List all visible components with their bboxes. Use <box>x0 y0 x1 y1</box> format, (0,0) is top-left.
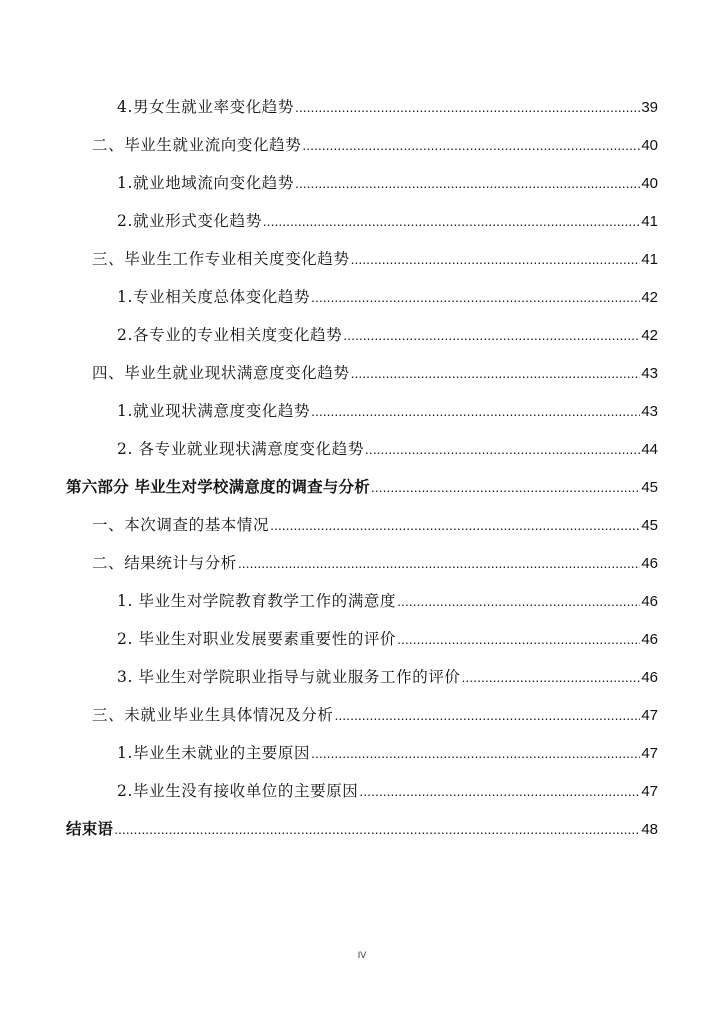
toc-entry-title: 四、毕业生就业现状满意度变化趋势 <box>92 364 350 382</box>
toc-entry-title: 2. 毕业生对职业发展要素重要性的评价 <box>117 630 397 648</box>
toc-dot-leader <box>462 664 641 690</box>
toc-entry-page: 47 <box>641 783 658 800</box>
toc-entry[interactable] <box>92 246 658 272</box>
toc-dot-leader <box>270 512 640 538</box>
toc-entry-part[interactable] <box>66 816 658 842</box>
toc-dot-leader <box>351 360 641 386</box>
toc-entry[interactable] <box>117 778 658 804</box>
toc-entry-title: 1.就业地域流向变化趋势 <box>117 174 294 192</box>
toc-dot-leader <box>295 94 640 120</box>
toc-entry-page: 41 <box>641 213 658 230</box>
toc-entry-title: 一、本次调查的基本情况 <box>92 516 270 534</box>
toc-dot-leader <box>311 740 640 766</box>
toc-entry-page: 48 <box>641 821 658 838</box>
toc-dot-leader <box>238 550 640 576</box>
toc-entry-page: 46 <box>641 555 658 572</box>
toc-entry-title: 1.就业现状满意度变化趋势 <box>117 402 311 420</box>
toc-dot-leader <box>351 246 641 272</box>
toc-entry[interactable] <box>92 360 658 386</box>
toc-entry[interactable] <box>117 208 658 234</box>
toc-entry[interactable] <box>92 132 658 158</box>
toc-entry-title: 2.就业形式变化趋势 <box>117 212 262 230</box>
toc-entry[interactable] <box>117 436 658 462</box>
toc-entry[interactable] <box>117 626 658 652</box>
toc-entry-title: 结束语 <box>66 820 114 838</box>
toc-entry[interactable] <box>117 94 658 120</box>
toc-entry[interactable] <box>117 398 658 424</box>
toc-entry-title: 三、未就业毕业生具体情况及分析 <box>92 706 334 724</box>
toc-entry-page: 42 <box>641 327 658 344</box>
toc-entry-title: 2.各专业的专业相关度变化趋势 <box>117 326 343 344</box>
toc-entry-title: 二、结果统计与分析 <box>92 554 237 572</box>
toc-dot-leader <box>397 626 640 652</box>
toc-entry[interactable] <box>117 664 658 690</box>
toc-entry-page: 43 <box>641 365 658 382</box>
toc-dot-leader <box>335 702 641 728</box>
toc-entry[interactable] <box>117 588 658 614</box>
toc-entry-page: 47 <box>641 745 658 762</box>
toc-entry[interactable] <box>92 702 658 728</box>
toc-dot-leader <box>295 170 640 196</box>
toc-entry-title: 4.男女生就业率变化趋势 <box>117 98 294 116</box>
toc-entry-page: 40 <box>641 175 658 192</box>
toc-dot-leader <box>114 816 640 842</box>
toc-entry[interactable] <box>117 740 658 766</box>
toc-entry[interactable] <box>92 550 658 576</box>
toc-entry-page: 46 <box>641 631 658 648</box>
toc-entry[interactable] <box>117 322 658 348</box>
toc-dot-leader <box>302 132 640 158</box>
toc-entry-page: 46 <box>641 669 658 686</box>
toc-entry-part[interactable] <box>66 474 658 500</box>
toc-dot-leader <box>359 778 640 804</box>
toc-entry-title: 1.毕业生未就业的主要原因 <box>117 744 311 762</box>
toc-entry-page: 47 <box>641 707 658 724</box>
toc-entry[interactable] <box>117 284 658 310</box>
toc-entry-title: 2.毕业生没有接收单位的主要原因 <box>117 782 359 800</box>
toc-dot-leader <box>397 588 640 614</box>
toc-entry-page: 45 <box>641 479 658 496</box>
toc-entry-page: 43 <box>641 403 658 420</box>
toc-dot-leader <box>311 398 640 424</box>
toc-entry-page: 45 <box>641 517 658 534</box>
toc-dot-leader <box>343 322 640 348</box>
page-number: IV <box>357 950 367 960</box>
toc-dot-leader <box>371 474 640 500</box>
toc-entry-title: 二、毕业生就业流向变化趋势 <box>92 136 302 154</box>
toc-entry[interactable] <box>117 170 658 196</box>
toc-dot-leader <box>311 284 640 310</box>
toc-dot-leader <box>365 436 640 462</box>
toc-entry-page: 40 <box>641 137 658 154</box>
toc-entry[interactable] <box>92 512 658 538</box>
toc-entry-page: 46 <box>641 593 658 610</box>
toc-entry-title: 2. 各专业就业现状满意度变化趋势 <box>117 440 364 458</box>
toc-entry-page: 44 <box>641 441 658 458</box>
toc-entry-page: 41 <box>641 251 658 268</box>
toc-entry-title: 第六部分 毕业生对学校满意度的调查与分析 <box>66 478 370 496</box>
toc-entry-title: 1. 毕业生对学院教育教学工作的满意度 <box>117 592 397 610</box>
toc-dot-leader <box>263 208 641 234</box>
toc-entry-title: 三、毕业生工作专业相关度变化趋势 <box>92 250 350 268</box>
toc-entry-page: 39 <box>641 99 658 116</box>
toc-entry-title: 3. 毕业生对学院职业指导与就业服务工作的评价 <box>117 668 461 686</box>
toc-entry-title: 1.专业相关度总体变化趋势 <box>117 288 311 306</box>
toc-entry-page: 42 <box>641 289 658 306</box>
